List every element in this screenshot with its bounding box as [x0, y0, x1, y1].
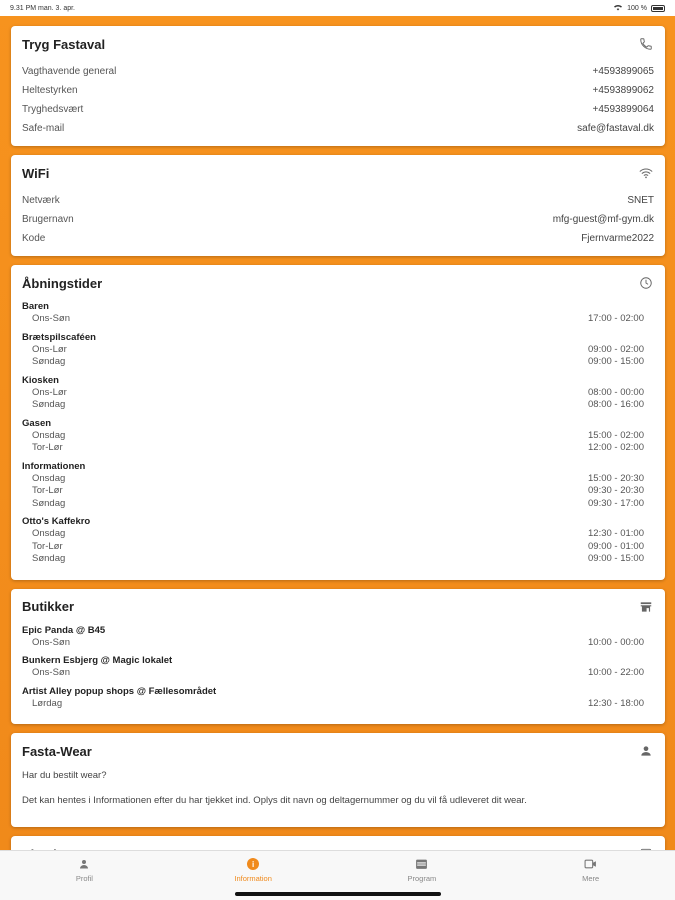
card-title: Åbningstider: [22, 275, 103, 291]
status-right: [613, 3, 665, 13]
row-label: Safe-mail: [22, 123, 65, 134]
days: Onsdag: [32, 472, 66, 484]
days: Søndag: [32, 497, 66, 509]
row-value[interactable]: +4593899062: [592, 85, 654, 96]
tab-information[interactable]: [193, 857, 313, 883]
time-row: [22, 430, 654, 443]
time-row: [22, 553, 654, 566]
days: Tor-Lør: [32, 540, 63, 552]
row-label: Vagthavende general: [22, 66, 117, 77]
contact-row[interactable]: [22, 119, 654, 138]
phone-icon: [638, 36, 654, 52]
time: 12:30 - 01:00: [588, 528, 644, 539]
shop-section: [22, 625, 654, 650]
time-row: [22, 541, 654, 554]
row-label: Heltestyrken: [22, 85, 78, 96]
calendar-icon: [415, 857, 429, 871]
info-scroll-content[interactable]: [11, 26, 665, 850]
status-date: man. 3. apr.: [38, 4, 75, 12]
contact-row[interactable]: [22, 100, 654, 119]
row-label: Netværk: [22, 195, 60, 206]
time: 10:00 - 22:00: [588, 667, 644, 678]
status-left: [10, 5, 75, 12]
shop-name: Epic Panda @ B45: [22, 624, 106, 636]
person-icon: [638, 743, 654, 759]
time: 08:00 - 00:00: [588, 386, 644, 398]
info-icon: i: [246, 857, 260, 871]
time: 12:30 - 18:00: [588, 697, 644, 709]
battery-icon: [651, 5, 665, 12]
time: 10:00 - 00:00: [588, 636, 644, 648]
venue-name: Baren: [22, 301, 49, 312]
time: 09:00 - 15:00: [588, 356, 644, 367]
opening-hours-card: [11, 265, 665, 580]
time: 09:00 - 15:00: [588, 553, 644, 564]
days: Ons-Søn: [32, 636, 71, 648]
shop-section: [22, 686, 654, 711]
status-bar: [0, 0, 675, 16]
time-row: [22, 356, 654, 369]
days: Søndag: [32, 553, 66, 564]
fasta-wear-card: [11, 733, 665, 827]
wear-body: Det kan hentes i Informationen efter du har tjekket ind. Oplys dit navn og deltagernummer og du vil få udleveret dit wear.: [22, 795, 527, 806]
venue-section: [22, 418, 654, 455]
tab-label: Profil: [75, 874, 93, 883]
row-value: mfg-guest@mf-gym.dk: [552, 214, 654, 225]
time-row: [22, 473, 654, 486]
time: 09:00 - 02:00: [588, 343, 644, 355]
time: 12:00 - 02:00: [588, 442, 644, 453]
time-row: [22, 399, 654, 412]
time-row: [22, 528, 654, 541]
time-row: [22, 442, 654, 455]
row-label: Kode: [22, 233, 46, 244]
days: Onsdag: [32, 528, 66, 539]
wear-question: Har du bestilt wear?: [22, 770, 107, 781]
row-value: SNET: [627, 195, 654, 206]
days: Søndag: [32, 356, 66, 367]
row-value[interactable]: safe@fastaval.dk: [577, 123, 654, 134]
time: 08:00 - 16:00: [588, 399, 644, 410]
time-row: [22, 313, 654, 326]
store-icon: [638, 599, 654, 615]
row-value[interactable]: +4593899064: [592, 104, 654, 115]
time-row: [22, 498, 654, 511]
time-row: [22, 667, 654, 680]
time: 09:30 - 20:30: [588, 485, 644, 496]
tab-program[interactable]: [362, 857, 482, 883]
days: Ons-Søn: [32, 313, 71, 324]
days: Ons-Søn: [32, 667, 71, 678]
card-title: WiFi: [22, 165, 50, 181]
contact-row[interactable]: [22, 81, 654, 100]
shops-card: [11, 589, 665, 725]
tab-label: Information: [234, 874, 272, 883]
row-label: Tryghedsvært: [22, 104, 84, 115]
card-title: Tryg Fastaval: [22, 36, 106, 52]
venue-section: [22, 301, 654, 326]
home-indicator[interactable]: [235, 892, 441, 896]
row-label: Brugernavn: [22, 214, 74, 225]
venue-name: Brætspilscaféen: [22, 331, 96, 343]
venue-name: Otto's Kaffekro: [22, 516, 91, 527]
time-row: [22, 344, 654, 357]
wifi-row: [22, 229, 654, 248]
row-value[interactable]: +4593899065: [592, 66, 654, 77]
days: Tor-Lør: [32, 442, 63, 453]
battery-percent: 100 %: [627, 4, 647, 12]
person-icon: [77, 857, 91, 871]
time: 17:00 - 02:00: [588, 313, 644, 324]
venue-section: [22, 516, 654, 566]
venue-name: Kiosken: [22, 374, 59, 386]
days: Onsdag: [32, 429, 66, 441]
clock-icon: [638, 275, 654, 291]
tab-label: Program: [407, 874, 437, 883]
venue-section: [22, 332, 654, 369]
tab-mere[interactable]: [531, 857, 651, 883]
time: 09:30 - 17:00: [588, 497, 644, 509]
wifi-row: [22, 191, 654, 210]
time-row: [22, 485, 654, 498]
time-row: [22, 698, 654, 711]
venue-section: [22, 375, 654, 412]
time-row: [22, 637, 654, 650]
venue-name: Gasen: [22, 417, 52, 429]
wifi-card: [11, 155, 665, 256]
row-value: Fjernvarme2022: [581, 233, 654, 244]
venue-section: [22, 461, 654, 511]
days: Søndag: [32, 399, 66, 410]
time: 09:00 - 01:00: [588, 540, 644, 552]
card-title: Fasta-Wear: [22, 743, 92, 759]
wifi-icon: [638, 165, 654, 181]
tab-label: Mere: [582, 874, 600, 883]
wifi-signal-icon: [613, 3, 623, 13]
status-time: 9.31 PM: [10, 4, 37, 12]
tab-profil[interactable]: [24, 857, 144, 883]
time-row: [22, 387, 654, 400]
days: Tor-Lør: [32, 485, 63, 496]
card-title: Butikker: [22, 599, 75, 614]
tryg-fastaval-card: [11, 26, 665, 146]
days: Ons-Lør: [32, 386, 67, 398]
shop-name: Bunkern Esbjerg @ Magic lokalet: [22, 655, 173, 666]
shop-section: [22, 655, 654, 680]
time: 15:00 - 20:30: [588, 472, 644, 484]
wifi-row: [22, 210, 654, 229]
days: Lørdag: [32, 697, 63, 709]
contact-row[interactable]: [22, 62, 654, 81]
days: Ons-Lør: [32, 343, 67, 355]
shop-name: Artist Alley popup shops @ Fællesområdet: [22, 685, 217, 697]
venue-name: Informationen: [22, 460, 86, 472]
more-icon: [584, 857, 598, 871]
time: 15:00 - 02:00: [588, 429, 644, 441]
